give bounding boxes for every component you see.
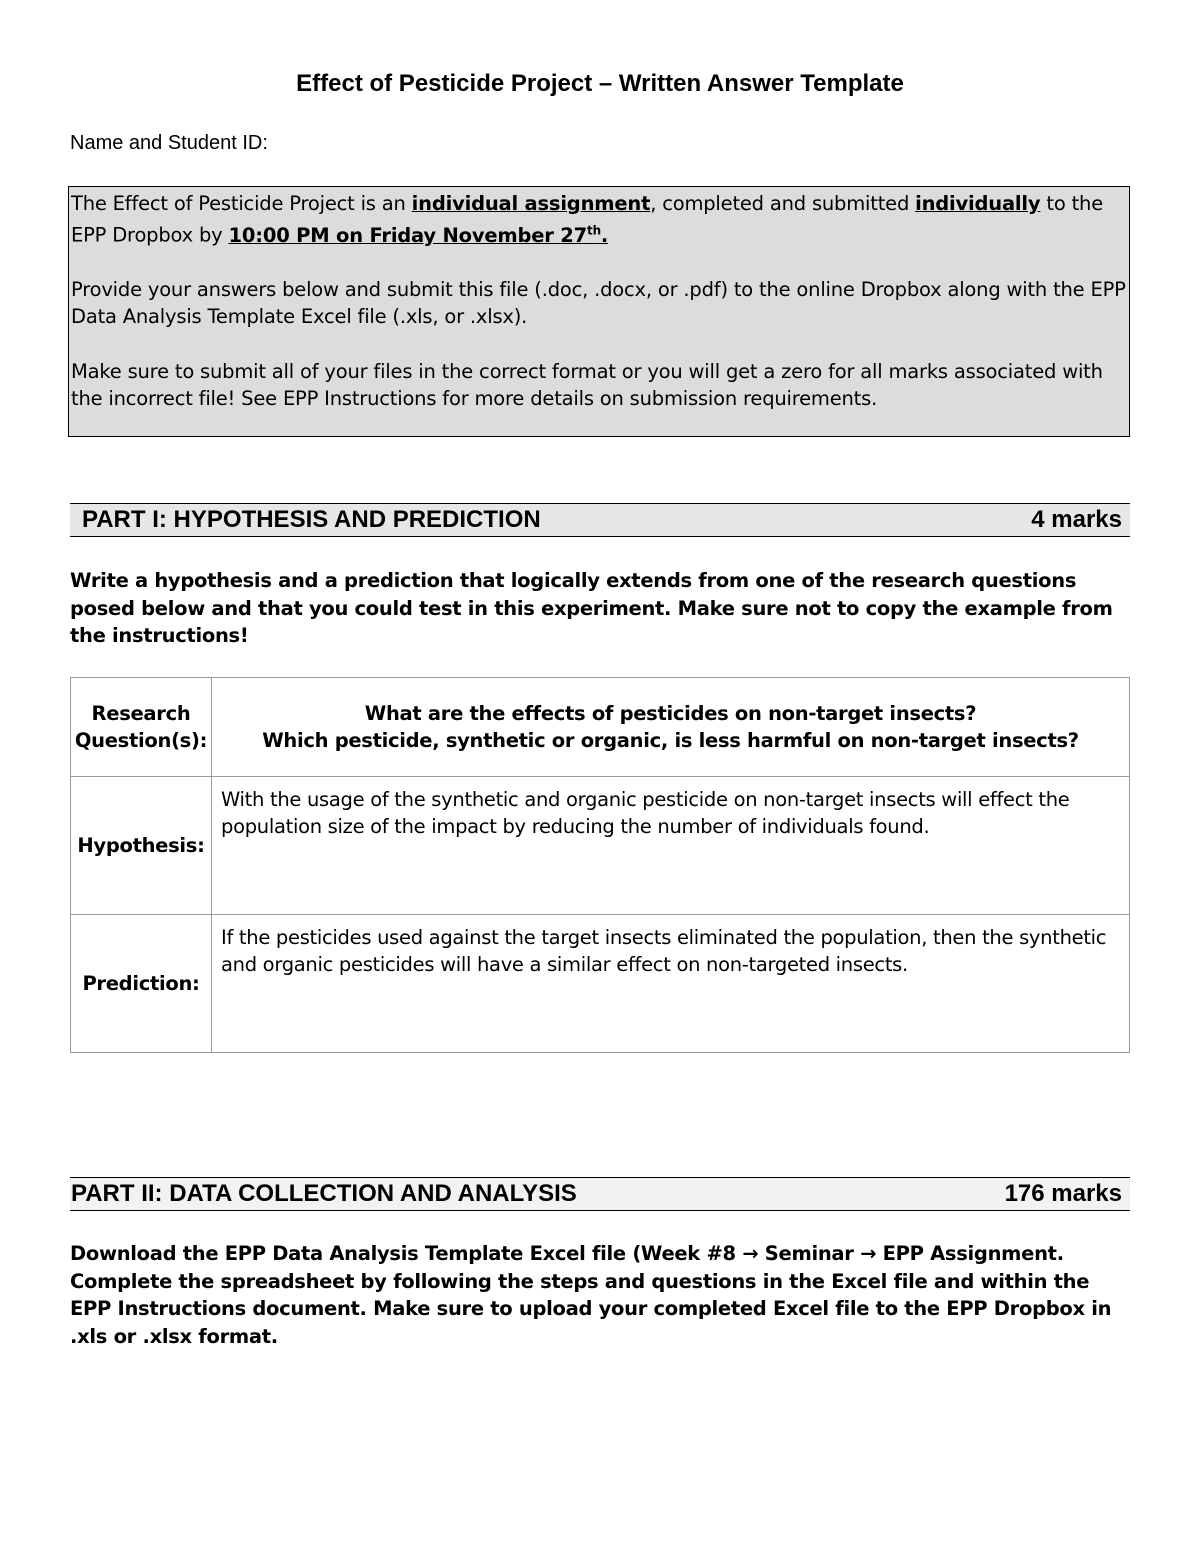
page-title: Effect of Pesticide Project – Written Answer Template xyxy=(296,70,904,97)
notice-paragraph-files: Provide your answers below and submit this file (.doc, .docx, or .pdf) to the online Dropbox along with the EPP Data Analysis Template Excel file (.xls, or .xlsx). xyxy=(71,278,1126,329)
table-row xyxy=(71,915,1130,1053)
part-1-header xyxy=(70,503,1130,537)
part-1-title: PART I: HYPOTHESIS AND PREDICTION xyxy=(82,506,541,533)
individually-emphasis: individually xyxy=(915,192,1041,215)
research-question-1: What are the effects of pesticides on non-target insects? xyxy=(364,702,977,725)
hypothesis-label: Hypothesis: xyxy=(71,777,212,915)
prediction-answer[interactable]: If the pesticides used against the target insects eliminated the population, then the synthetic and organic pesticides will have a similar effect on non-targeted insects. xyxy=(212,915,1130,1053)
individual-assignment-emphasis: individual assignment xyxy=(411,192,651,215)
hypothesis-answer[interactable]: With the usage of the synthetic and organic pesticide on non-target insects will effect the population size of the impact by reducing the number of individuals found. xyxy=(212,777,1130,915)
research-question-2: Which pesticide, synthetic or organic, is less harmful on non-target insects? xyxy=(262,729,1079,752)
research-question-label: Research Question(s): xyxy=(71,678,212,777)
part-1-instructions: Write a hypothesis and a prediction that logically extends from one of the research questions posed below and that you could test in this experiment. Make sure not to copy the example from the instructions! xyxy=(70,569,1113,647)
prediction-label: Prediction: xyxy=(71,915,212,1053)
part-2-title: PART II: DATA COLLECTION AND ANALYSIS xyxy=(71,1180,577,1207)
table-row xyxy=(71,777,1130,915)
notice-paragraph-format-warning: Make sure to submit all of your files in the correct format or you will get a zero for all marks associated with the incorrect file! See EPP Instructions for more details on submission requirements. xyxy=(71,359,1103,410)
hypothesis-prediction-table xyxy=(70,677,1130,1053)
submission-notice-box xyxy=(68,186,1130,437)
notice-paragraph-deadline: The Effect of Pesticide Project is an individual assignment, completed and submitted individually to the EPP Dropbox by 10:00 PM on Friday November 27th. xyxy=(71,192,1103,247)
part-2-instructions: Download the EPP Data Analysis Template Excel file (Week #8 → Seminar → EPP Assignment. Complete the spreadsheet by following the steps and questions in the Excel file and within the EPP Instructions document. Make sure to upload your completed Excel file to the EPP Dropbox in .xls or .xlsx format. xyxy=(70,1242,1112,1348)
research-question-cell xyxy=(212,678,1130,777)
part-2-header xyxy=(70,1177,1130,1211)
part-2-marks: 176 marks xyxy=(1004,1180,1122,1207)
deadline-emphasis: 10:00 PM on Friday November 27th. xyxy=(228,223,609,247)
part-1-marks: 4 marks xyxy=(1031,506,1122,533)
table-row xyxy=(71,678,1130,777)
name-student-id-label: Name and Student ID: xyxy=(70,132,268,154)
